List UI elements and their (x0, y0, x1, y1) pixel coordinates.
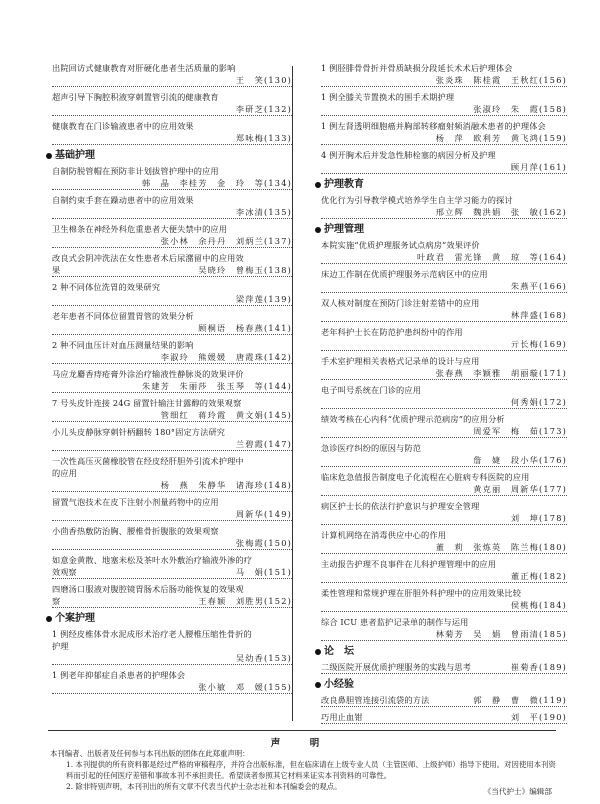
entry-author: 李冰清(135) (235, 207, 292, 217)
entry-title: 超声引导下胸腔积液穿刺置管引流的健康教育 (52, 92, 219, 102)
toc-entry (321, 194, 567, 219)
toc-entry (321, 355, 567, 380)
entry-title: 柔性管理和常规护理在肝胆外科护理中的应用效果比较 (321, 588, 522, 598)
entry-title: 1 例全膝关节置换术的围手术期护理 (321, 92, 455, 102)
section-heading (315, 678, 567, 691)
entry-title: 综合 ICU 患者监护记录单的制作与运用 (321, 617, 469, 627)
toc-entry (321, 384, 567, 409)
entry-author: 董 莉 张炼英 陈兰梅(180) (435, 542, 567, 552)
entry-title: 健康教育在门诊输液患者中的应用效果 (52, 121, 194, 131)
bullet-icon (315, 182, 321, 188)
bullet-icon (315, 649, 321, 655)
entry-author-line (321, 367, 567, 380)
entry-author: 黄克丽 周新华(177) (473, 484, 567, 494)
entry-title: 电子叫号系统在门诊的应用 (321, 385, 422, 395)
toc-entry (52, 628, 292, 665)
entry-author: 杨 燕 朱静华 诸海珍(148) (160, 480, 292, 490)
entry-author-line (321, 454, 567, 467)
entry-author-line (321, 206, 567, 219)
bullet-icon (46, 616, 52, 622)
entry-author: 张炎珠 陈桂霞 王秋红(156) (435, 75, 567, 85)
entry-author: 顾桐语 杨春燕(141) (198, 323, 292, 333)
entry-author-line (52, 595, 292, 608)
entry-author: 王春颖 刘胜男(152) (198, 596, 292, 606)
section-title: 小经验 (324, 679, 354, 690)
toc-entry (52, 281, 292, 306)
entry-author-line (52, 409, 292, 422)
entry-title-continuation: 果 (52, 265, 61, 275)
section-title: 护理管理 (324, 224, 364, 235)
entry-author: 朱建芳 朱丽莎 张玉琴 等(144) (141, 381, 292, 391)
toc-entry (321, 711, 567, 724)
toc-entry (321, 413, 567, 438)
entry-title (321, 694, 567, 707)
entry-title: 2 种不同体位洗胃的效果研究 (52, 282, 161, 292)
entry-title: 如意金黄散、地塞米松及茶叶水外敷治疗输液外渗的疗 (52, 555, 253, 565)
entry-author-line (321, 309, 567, 322)
entry-author-line (52, 652, 292, 665)
bullet-icon (315, 227, 321, 233)
toc-entry (52, 426, 292, 451)
entry-author-line (321, 103, 567, 116)
entry-title: 的应用 (52, 468, 78, 478)
entry-author-line (52, 132, 292, 145)
entry-title: 绩效考核在心内科“优质护理示范病房”的应用分析 (321, 414, 505, 424)
declaration-intro: 本刊编者、出版者及任何参与本刊出版的团体在此郑重声明： (50, 749, 250, 758)
entry-author: 崔菊香(189) (510, 662, 567, 672)
entry-author-line (52, 566, 292, 579)
declaration-rule (48, 730, 556, 731)
table-of-contents (52, 62, 567, 720)
entry-author: 侯桃梅(184) (510, 600, 567, 610)
entry-author: 刘 平(190) (510, 712, 567, 722)
entry-author: 杨 萍 欧利芳 黄飞鸿(159) (435, 133, 567, 143)
toc-entry (52, 554, 292, 579)
toc-entry (52, 120, 292, 145)
section-heading (315, 178, 567, 191)
section-heading (46, 149, 292, 162)
toc-entry (52, 669, 292, 694)
entry-author-line (52, 380, 292, 393)
entry-author-line (321, 425, 567, 438)
entry-author: 叶政君 雷光锋 黄 琼 等(164) (416, 252, 567, 262)
entry-title: 计算机网络在消毒供应中心的作用 (321, 530, 447, 540)
declaration-signature: 《当代护士》编辑部 (483, 787, 552, 796)
entry-title: 主动报告护理不良事件在儿科护理管理中的应用 (321, 559, 497, 569)
entry-title: 小儿头皮静脉穿刺针柄翻转 180°固定方法研究 (52, 427, 226, 437)
entry-author-line (52, 537, 292, 550)
entry-author: 詹 婕 段小华(176) (473, 455, 567, 465)
toc-entry (52, 194, 292, 219)
toc-entry (321, 616, 567, 641)
entry-author-line (321, 628, 567, 641)
entry-title: 本院实施“优质护理服务试点病房”效果评价 (321, 240, 480, 250)
entry-title: 临床危急值报告制度电子化流程在心脏病专科医院的应用 (321, 472, 530, 482)
entry-author: 兰碧霞(147) (235, 439, 292, 449)
entry-title (321, 711, 567, 724)
entry-title-continuation: 效观察 (52, 567, 77, 577)
toc-entry (321, 442, 567, 467)
entry-title: 手术室护理相关表格式记录单的设计与应用 (321, 356, 480, 366)
toc-entry (321, 587, 567, 612)
entry-author: 张小敏 邓 媛(155) (198, 682, 292, 692)
section-heading (315, 223, 567, 236)
toc-entry (321, 149, 567, 174)
entry-title: 1 例胫腓骨骨折并骨质缺损分段延长术术后护理体会 (321, 63, 513, 73)
entry-author: 李研芝(132) (235, 104, 292, 114)
entry-author-line (52, 351, 292, 364)
toc-entry (52, 62, 292, 87)
toc-entry (321, 694, 567, 707)
toc-entry (321, 268, 567, 293)
entry-title: 双人核对制度在预防门诊注射差错中的应用 (321, 298, 480, 308)
entry-author-line (321, 280, 567, 293)
toc-entry (321, 239, 567, 264)
entry-author-line (52, 235, 292, 248)
entry-author-line (52, 74, 292, 87)
entry-title: 改良式会阴冲洗法在女性患者术后尿潴留中的应用效 (52, 253, 244, 263)
section-heading (315, 645, 567, 658)
entry-title: 病区护士长的依法行护意识与护理安全管理 (321, 501, 480, 511)
entry-author-line (52, 103, 292, 116)
entry-author-line (52, 206, 292, 219)
entry-author-line (52, 264, 292, 277)
toc-entry (52, 252, 292, 277)
toc-entry (52, 583, 292, 608)
entry-author: 董正梅(182) (510, 571, 567, 581)
toc-left-column (52, 62, 292, 720)
section-heading (46, 612, 292, 625)
entry-title-text: 巧用止血钳 (321, 712, 363, 722)
toc-entry (52, 91, 292, 116)
entry-author: 郭 静 曹 微(119) (473, 695, 567, 705)
entry-author: 梁萍莲(139) (235, 294, 292, 304)
entry-author: 顾月萍(161) (510, 162, 567, 172)
entry-title: 自制防脱管帽在预防非计划拔管护理中的应用 (52, 166, 219, 176)
entry-author: 张春燕 李颖雅 胡丽璇(171) (435, 368, 567, 378)
entry-author-line (321, 132, 567, 145)
entry-author-line (321, 512, 567, 525)
entry-title: 优化行为引导教学模式培养学生自主学习能力的探讨 (321, 195, 513, 205)
toc-entry (52, 397, 292, 422)
bullet-icon (46, 153, 52, 159)
section-title: 论 坛 (324, 646, 354, 657)
entry-author: 亓长梅(169) (510, 339, 567, 349)
entry-title: 留置气泡技术在皮下注射小剂量药物中的应用 (52, 497, 219, 507)
entry-author-line (52, 293, 292, 306)
entry-author: 邢立辉 魏洪娟 张 敏(162) (435, 207, 567, 217)
entry-author: 李淑玲 熊媛媛 唐霞珠(142) (160, 352, 292, 362)
toc-entry (321, 558, 567, 583)
toc-entry (321, 297, 567, 322)
entry-title: 小茴香热敷防治胸、腰椎骨折腹胀的效果观察 (52, 526, 219, 536)
entry-author: 朱燕平(166) (510, 281, 567, 291)
bullet-icon (315, 682, 321, 688)
entry-title: 一次性高压灭菌橡胶管在经皮经肝胆外引流术护理中 (52, 456, 244, 466)
toc-entry (52, 496, 292, 521)
entry-title: 床边工作制在优质护理服务示范病区中的应用 (321, 269, 488, 279)
toc-entry (321, 326, 567, 351)
entry-title: 马应龙麝香痔疮膏外涂治疗输液性静脉炎的效果评价 (52, 369, 244, 379)
entry-author: 张梅霞(150) (235, 538, 292, 548)
entry-author: 张淑玲 朱 霞(158) (473, 104, 567, 114)
entry-title: 老年患者不同体位留置胃管的效果分析 (52, 311, 194, 321)
entry-author-line (52, 438, 292, 451)
entry-title: 自制约束手套在躁动患者中的应用效果 (52, 195, 194, 205)
entry-title (321, 661, 567, 674)
toc-entry (52, 339, 292, 364)
toc-entry (321, 91, 567, 116)
entry-title: 1 例经皮椎体骨水泥成形术治疗老人腰椎压缩性骨折的 (52, 629, 252, 639)
toc-entry (52, 223, 292, 248)
declaration-item: 2. 除非特别声明，本刊刊出的所有文章不代表当代护士杂志社和本刊编委会的观点。 (66, 782, 342, 791)
entry-title-text: 改良鼻胆管连接引流袋的方法 (321, 695, 430, 705)
entry-title: 1 例左肾透明细胞癌并胸部转移瘤射频消融术患者的护理体会 (321, 121, 546, 131)
toc-entry (52, 368, 292, 393)
toc-entry (52, 455, 292, 492)
toc-right-column (321, 62, 567, 720)
entry-title: 出院回访式健康教育对肝硬化患者生活质量的影响 (52, 63, 236, 73)
entry-title: 急诊医疗纠纷的原因与防范 (321, 443, 422, 453)
toc-entry (321, 500, 567, 525)
entry-author: 周爱军 梅 茹(173) (473, 426, 567, 436)
section-title: 基础护理 (55, 150, 95, 161)
entry-author: 王 笑(130) (235, 75, 292, 85)
entry-author-line (321, 396, 567, 409)
entry-author: 管细红 蒋玲霞 黄文娟(145) (160, 410, 292, 420)
entry-title: 卫生棉条在神经外科危重患者大便失禁中的应用 (52, 224, 228, 234)
entry-author: 吴幼香(153) (235, 653, 292, 663)
toc-entry (321, 661, 567, 674)
entry-author-line (321, 74, 567, 87)
entry-author-line (52, 681, 292, 694)
section-title: 护理教育 (324, 179, 364, 190)
toc-entry (321, 471, 567, 496)
toc-entry (321, 120, 567, 145)
entry-author: 韩 晶 李桂芳 金 玲 等(134) (141, 178, 292, 188)
entry-author: 周新华(149) (235, 509, 292, 519)
entry-author: 张小林 余丹丹 刘炳兰(137) (160, 236, 292, 246)
entry-author: 吴晓玲 曾梅玉(138) (198, 265, 292, 275)
entry-author: 郑咏梅(133) (235, 133, 292, 143)
toc-entry (52, 310, 292, 335)
section-title: 个案护理 (55, 613, 95, 624)
entry-author: 林菊芳 吴 娟 曾雨清(185) (435, 629, 567, 639)
entry-author-line (52, 322, 292, 335)
entry-title-text: 二级医院开展优质护理服务的实践与思考 (321, 662, 472, 672)
entry-author-line (321, 570, 567, 583)
entry-author-line (321, 338, 567, 351)
entry-author-line (52, 508, 292, 521)
entry-author-line (321, 161, 567, 174)
entry-author: 马 娟(151) (235, 567, 292, 577)
entry-title-continuation: 察 (52, 596, 61, 606)
entry-author-line (321, 251, 567, 264)
entry-author-line (52, 177, 292, 190)
entry-author-line (321, 541, 567, 554)
toc-entry (321, 62, 567, 87)
toc-entry (52, 525, 292, 550)
entry-title: 老年科护士长在防范护患纠纷中的作用 (321, 327, 463, 337)
entry-author: 何秀娟(172) (510, 397, 567, 407)
column-divider (292, 66, 293, 721)
declaration-title: 声 明 (270, 738, 330, 749)
entry-author-line (52, 479, 292, 492)
entry-title: 四磨汤口服液对腹腔镜胃肠术后肠功能恢复的效果观 (52, 584, 244, 594)
entry-title: 7 号头皮针连接 24G 留置针输注甘露醇的效果观察 (52, 398, 242, 408)
entry-author: 林萍盛(168) (510, 310, 567, 320)
entry-title: 2 种不同血压计对血压测量结果的影响 (52, 340, 194, 350)
entry-author: 刘 坤(178) (510, 513, 567, 523)
entry-author-line (321, 483, 567, 496)
entry-author-line (321, 599, 567, 612)
entry-title: 护理 (52, 641, 69, 651)
toc-entry (52, 165, 292, 190)
declaration-item: 1. 本刊提供的所有资料都是经过严格的审稿程序，并符合出版标准，但在临床请在上级专业人员（主管医师、上级护师）指导下使用。对因使用本刊资料而引起的任何医疗差错和事故本刊不承担责任。希望读者参照其它材料来证实本刊资料的可靠性。 (66, 760, 556, 780)
entry-title: 1 例老年抑郁症自杀患者的护理体会 (52, 670, 186, 680)
entry-title: 4 例开胸术后并发急性肺栓塞的病因分析及护理 (321, 150, 496, 160)
toc-entry (321, 529, 567, 554)
